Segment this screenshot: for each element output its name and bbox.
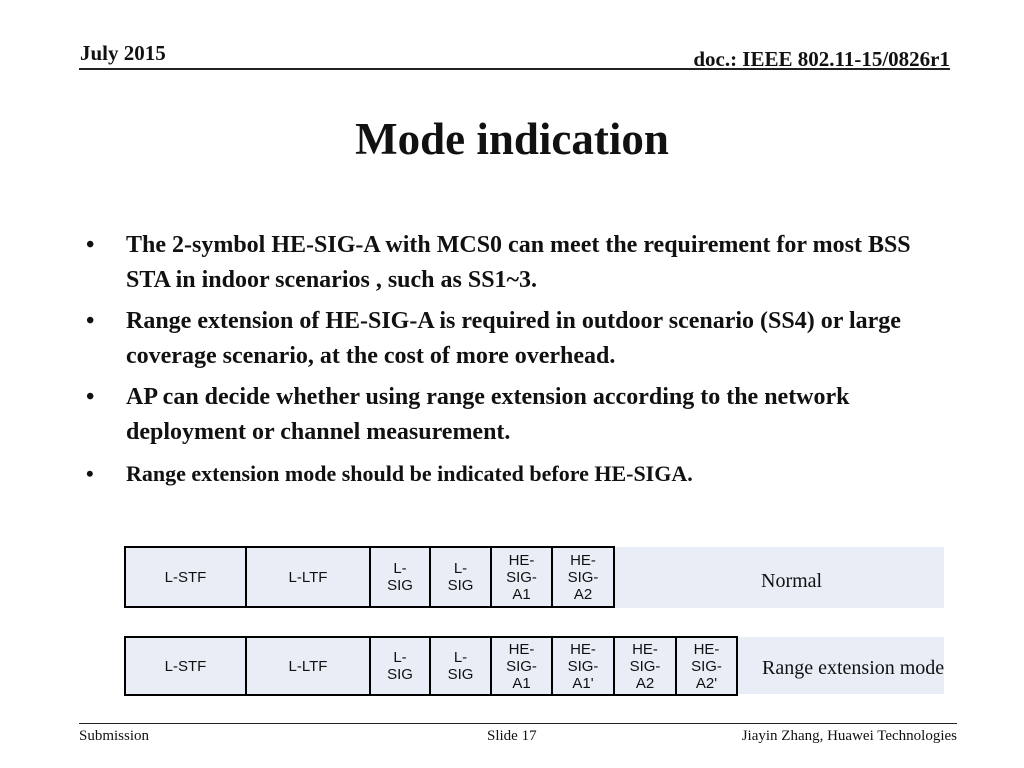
- bullet-text: Range extension of HE-SIG-A is required in outdoor scenario (SS4) or large coverage scenario, at the cost of more overhead.: [126, 308, 901, 369]
- normal-field-l-ltf: L-LTF: [245, 546, 371, 608]
- header-rule: [79, 68, 950, 70]
- bullet-text: Range extension mode should be indicated before HE-SIGA.: [126, 461, 693, 486]
- bullet-item: [86, 304, 956, 374]
- bullet-dot: •: [86, 461, 94, 486]
- footer-author: Jiayin Zhang, Huawei Technologies: [741, 728, 957, 744]
- bullet-item: [86, 228, 956, 298]
- normal-mode-label: Normal: [761, 570, 823, 592]
- range-field-l-stf: L-STF: [124, 636, 247, 696]
- range-field-he-sig-a1-prime: HE- SIG- A1': [551, 636, 615, 696]
- range-field-l-sig-1: L- SIG: [369, 636, 431, 696]
- bullet-text: AP can decide whether using range extension according to the network deployment or channel measurement.: [126, 384, 850, 445]
- range-extension-label: Range extension mode: [762, 657, 945, 679]
- bullet-item: [86, 380, 956, 450]
- normal-field-l-sig-2: L- SIG: [429, 546, 492, 608]
- slide-title: Mode indication: [355, 114, 669, 164]
- footer-rule: [79, 723, 957, 724]
- bullet-dot: •: [86, 384, 95, 410]
- bullet-dot: •: [86, 308, 95, 334]
- footer-slide-number: Slide 17: [487, 728, 537, 744]
- range-field-he-sig-a1: HE- SIG- A1: [490, 636, 553, 696]
- bullet-text: The 2-symbol HE-SIG-A with MCS0 can meet the requirement for most BSS STA in indoor scenarios , such as SS1~3.: [126, 232, 911, 293]
- range-field-he-sig-a2-prime: HE- SIG- A2': [675, 636, 738, 696]
- normal-field-he-sig-a2: HE- SIG- A2: [551, 546, 615, 608]
- header-doc-id: doc.: IEEE 802.11-15/0826r1: [693, 47, 950, 71]
- normal-field-l-stf: L-STF: [124, 546, 247, 608]
- normal-field-l-sig-1: L- SIG: [369, 546, 431, 608]
- header-date: July 2015: [80, 41, 166, 65]
- bullet-item: [86, 456, 956, 491]
- range-field-he-sig-a2: HE- SIG- A2: [613, 636, 677, 696]
- bullet-list: [86, 228, 956, 497]
- normal-field-he-sig-a1: HE- SIG- A1: [490, 546, 553, 608]
- range-field-l-sig-2: L- SIG: [429, 636, 492, 696]
- bullet-dot: •: [86, 232, 95, 258]
- footer-submission: Submission: [79, 728, 150, 744]
- range-field-l-ltf: L-LTF: [245, 636, 371, 696]
